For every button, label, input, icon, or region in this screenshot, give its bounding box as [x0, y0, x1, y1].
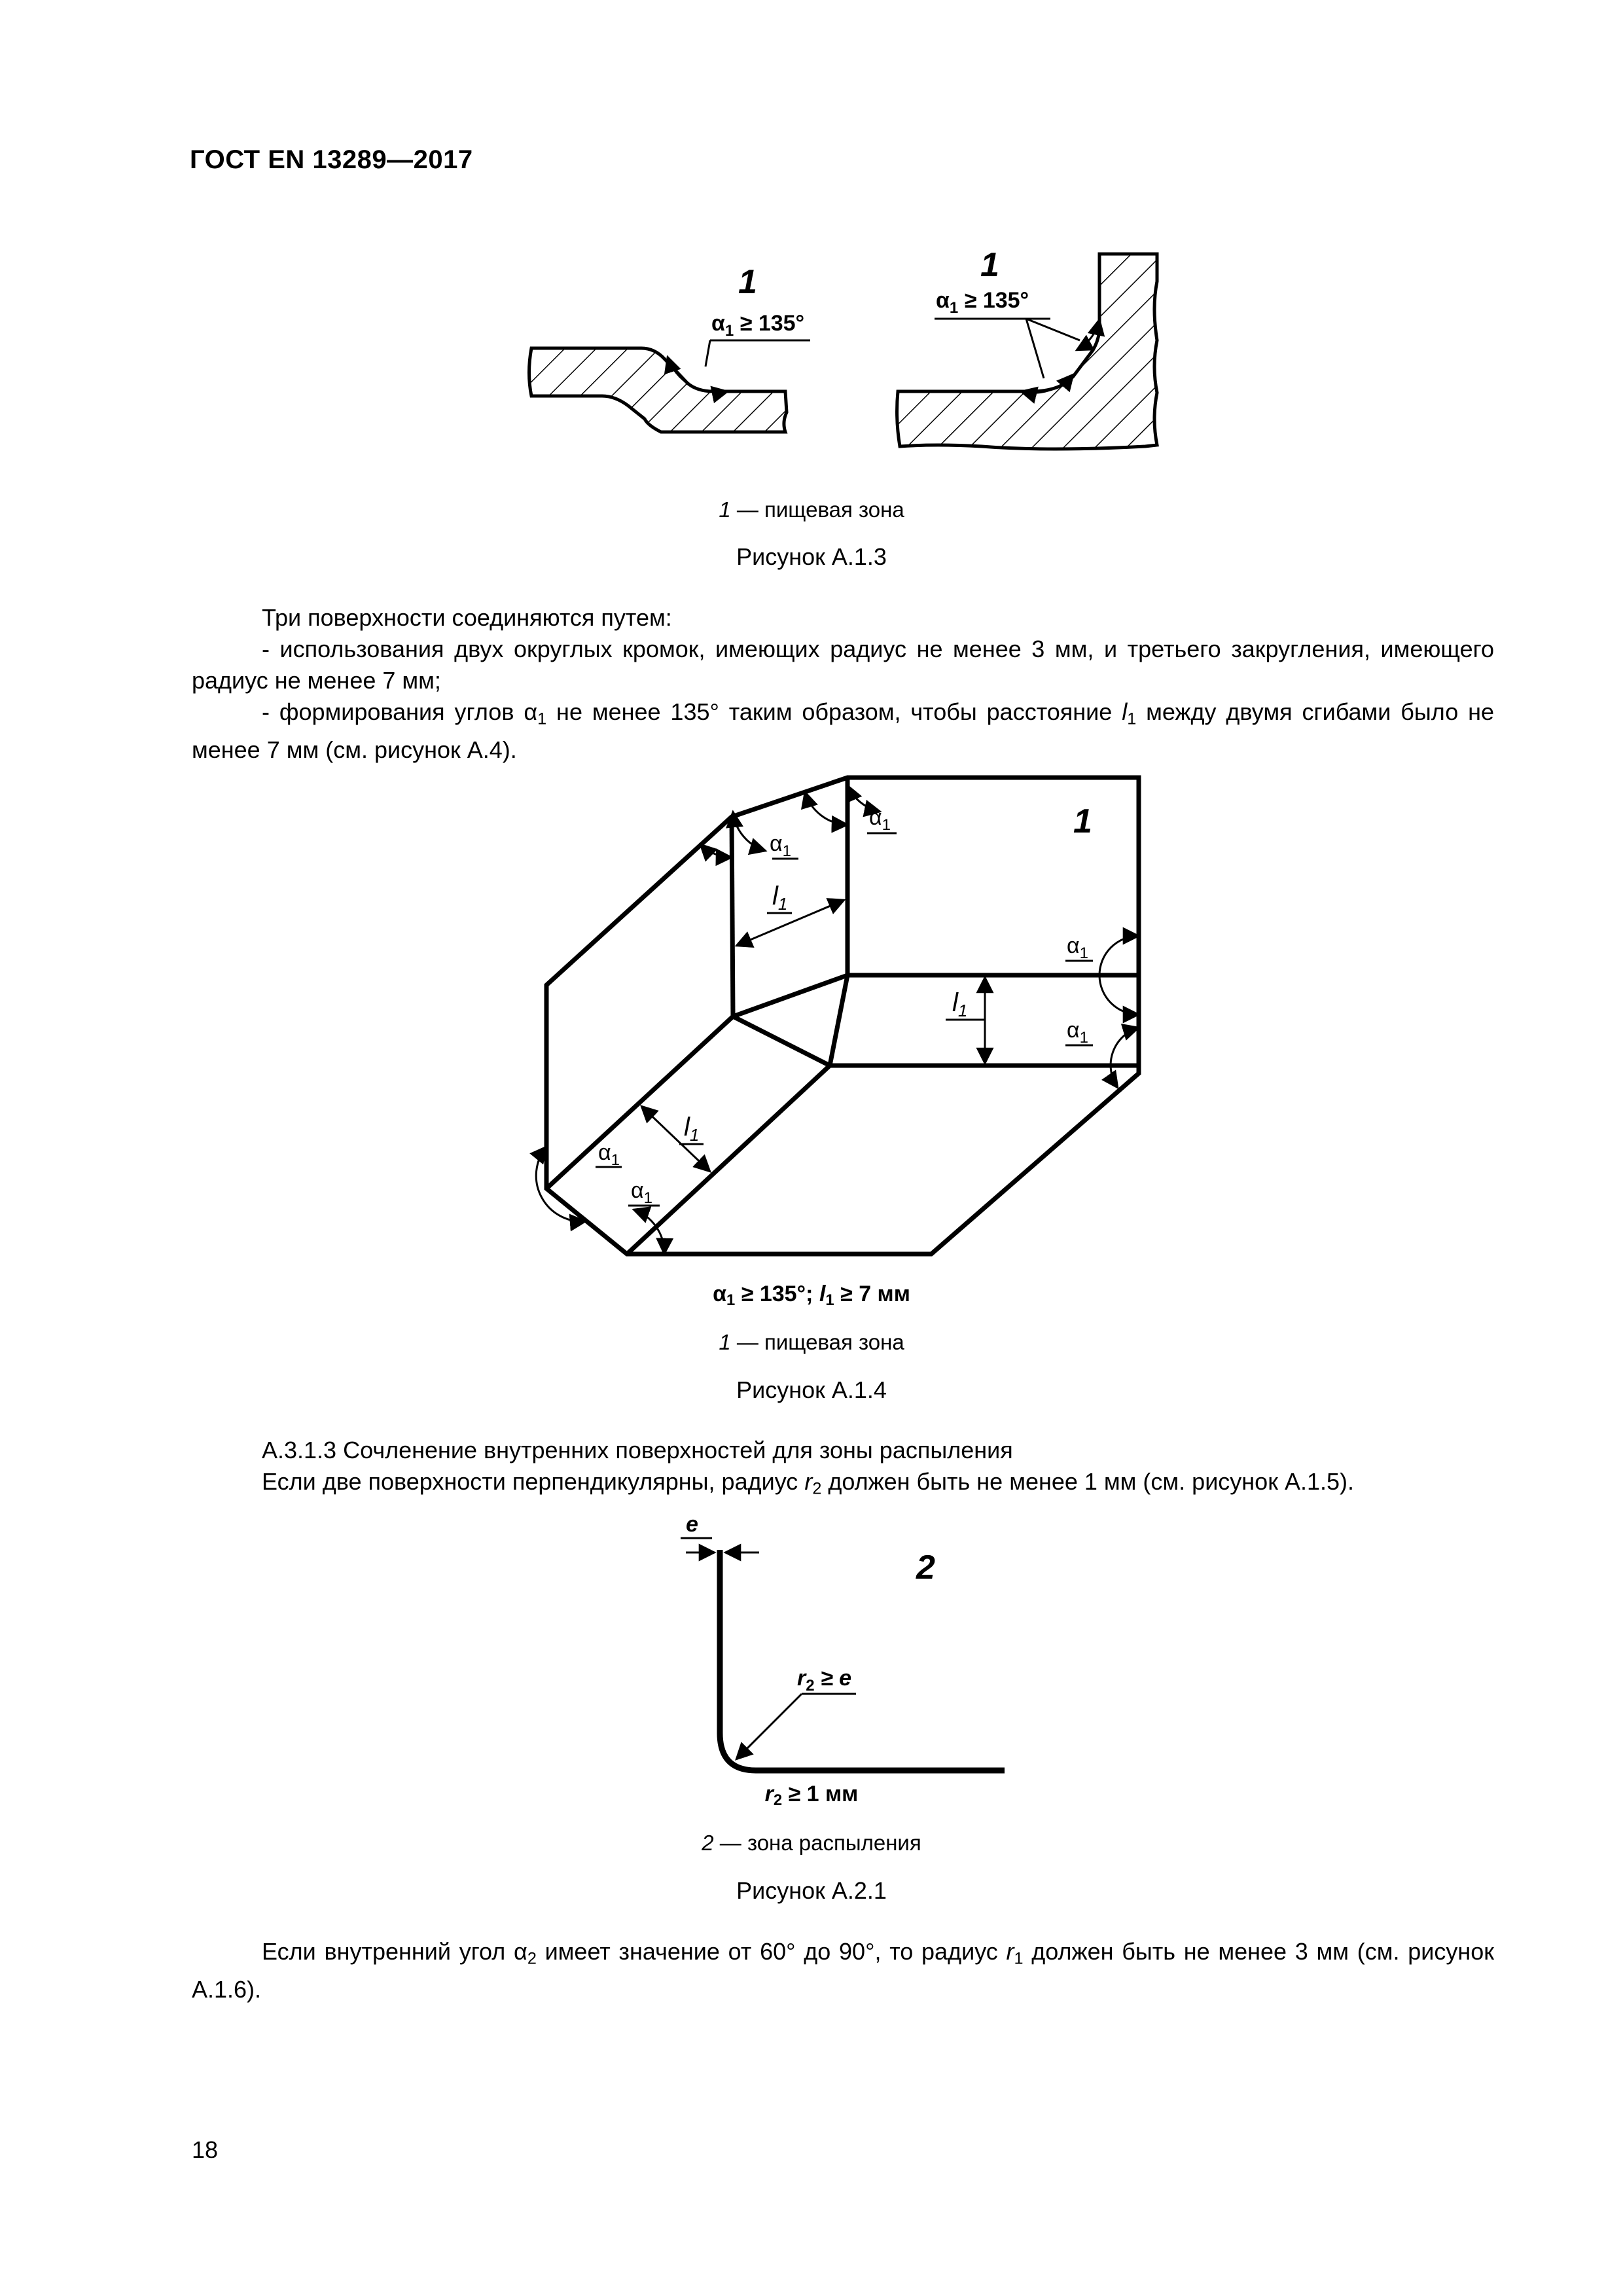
fig-a21-e-label: e — [686, 1512, 698, 1537]
fig-a14-alpha-5: $\alpha_1$ — [598, 1140, 620, 1169]
fig-a13-left-angle: $\alpha_1 \ge 135^\circ$ — [711, 311, 805, 340]
fig-a21-condition: $r_2 \ge 1$ мм — [764, 1782, 859, 1809]
fig-a21-legend: 2 — зона распыления — [702, 1831, 921, 1855]
fig-a13-legend: 1 — пищевая зона — [719, 497, 904, 522]
fig-a14-legend: 1 — пищевая зона — [719, 1330, 904, 1354]
para1-line2: - использования двух округлых кромок, имеющих радиус не менее 3 мм, и третьего закругления, имеющего радиус не менее 7 мм; — [192, 636, 1494, 694]
fig-a14-l-1: $l_1$ — [772, 882, 788, 914]
section-text: Если две поверхности перпендикулярны, радиус $r_2$ должен быть не менее 1 мм (см. рисунок А.1.5). — [262, 1468, 1355, 1498]
section-heading: А.3.1.3 Сочленение внутренних поверхностей для зоны распыления — [262, 1437, 1013, 1463]
fig-a14-alpha-4: $\alpha_1$ — [1067, 1018, 1089, 1047]
fig-a14-alpha-1: $\alpha_1$ — [770, 831, 792, 860]
fig-a21-profile — [720, 1550, 1005, 1770]
fig-a21-caption: Рисунок А.2.1 — [736, 1877, 887, 1904]
fig-a14-l-3: $l_1$ — [684, 1113, 700, 1145]
fig-a14-alpha-2: $\alpha_1$ — [869, 805, 891, 834]
para1-line1: Три поверхности соединяются путем: — [262, 604, 672, 631]
fig-a14-zone-label: 1 — [1073, 802, 1092, 840]
fig-a14-condition: $\alpha_1 \ge 135^\circ$; $l_1 \ge 7$ мм — [713, 1282, 910, 1309]
paragraph-internal-angle: Если внутренний угол $\alpha_2$ имеет значение от 60° до 90°, то радиус $r_1$ должен быть не менее 3 мм (см. рисунок А.1.6). — [192, 1938, 1495, 2003]
fig-a14-caption: Рисунок А.1.4 — [736, 1376, 887, 1403]
fig-a13-right-label: 1 — [980, 246, 999, 284]
para1-line3: - формирования углов $\alpha_1$ не менее 135° таким образом, чтобы расстояние $l_1$ между двумя сгибами было не менее 7 мм (см. рисунок А.4). — [192, 698, 1495, 764]
fig-a14-l-2: $l_1$ — [952, 988, 968, 1020]
fig-a13-right-angle: $\alpha_1 \ge 135^\circ$ — [936, 288, 1029, 317]
page-number: 18 — [192, 2136, 219, 2163]
fig-a14-alpha-6: $\alpha_1$ — [631, 1178, 653, 1207]
fig-a14-alpha-3: $\alpha_1$ — [1067, 933, 1089, 962]
fig-a21-r-label: $r_2 \ge e$ — [797, 1666, 852, 1695]
document-header: ГОСТ EN 13289—2017 — [190, 145, 473, 174]
fig-a21-zone-label: 2 — [916, 1549, 935, 1587]
fig-a13-caption: Рисунок А.1.3 — [736, 543, 887, 570]
fig-a13-left-label: 1 — [738, 263, 757, 301]
